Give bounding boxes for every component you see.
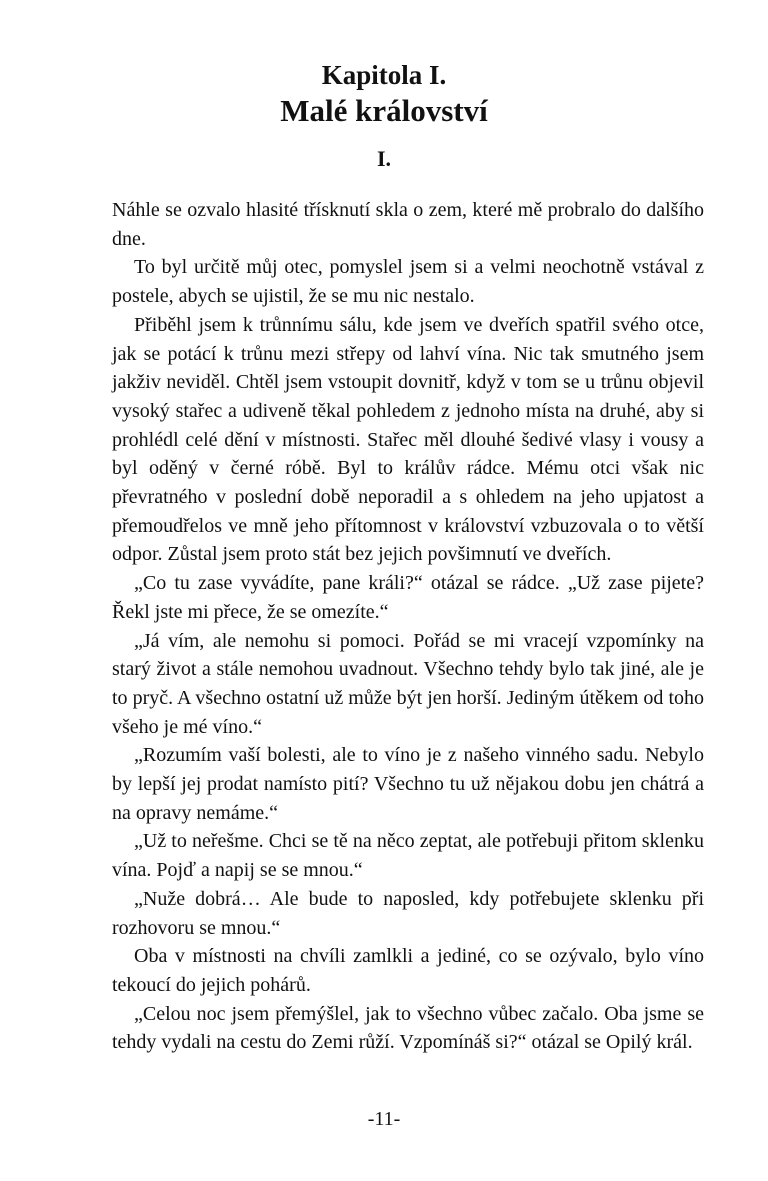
paragraph: „Rozumím vaší bolesti, ale to víno je z našeho vinného sadu. Nebylo by lepší jej prodat namísto pití? Všechno tu už nějakou dobu jen chátrá a na opravy nemáme.“ [112, 744, 704, 824]
paragraph: Přiběhl jsem k trůnnímu sálu, kde jsem ve dveřích spatřil svého otce, jak se potácí k trůnu mezi střepy od lahví vína. Nic tak smutného jsem jakživ neviděl. Chtěl jsem vstoupit dovnitř, když v tom se u trůnu objevil vysoký stařec a udiveně těkal pohledem z jednoho místa na druhé, aby si prohlédl celé dění v místnosti. Stařec měl dlouhé šedivé vlasy i vousy a byl oděný v černé róbě. Byl to králův rádce. Mému otci však nic převratného v poslední době neporadil a s ohledem na jeho upjatost a přemoudřelos ve mně jeho přítomnost v království vzbuzovala o to větší odpor. Zůstal jsem proto stát bez jejich povšimnutí ve dveřích. [112, 313, 704, 566]
paragraph: „Nuže dobrá… Ale bude to naposled, kdy potřebujete sklenku při rozhovoru se mnou.“ [112, 887, 704, 939]
page-number: -11- [367, 1108, 401, 1130]
section-number: I. [376, 146, 392, 171]
paragraph: Oba v místnosti na chvíli zamlkli a jediné, co se ozývalo, bylo víno tekoucí do jejich pohárů. [112, 945, 704, 996]
paragraph: „Co tu zase vyvádíte, pane králi?“ otázal se rádce. „Už zase pijete? Řekl jste mi přece, že se omezíte.“ [112, 572, 704, 623]
paragraph: To byl určitě můj otec, pomyslel jsem si a velmi neochotně vstával z postele, abych se ujistil, že se mu nic nestalo. [112, 256, 704, 308]
paragraph: Náhle se ozvalo hlasité třísknutí skla o zem, které mě probralo do dalšího dne. [112, 199, 704, 250]
chapter-body [112, 196, 704, 1057]
paragraph: „Celou noc jsem přemýšlel, jak to všechno vůbec začalo. Oba jsme se tehdy vydali na cestu do Zemi růží. Vzpomínáš si?“ otázal se Opilý král. [112, 1002, 704, 1054]
chapter-title: Malé království [280, 93, 488, 128]
paragraph: „Už to neřešme. Chci se tě na něco zeptat, ale potřebuji přitom sklenku vína. Pojď a napij se se mnou.“ [112, 830, 704, 882]
chapter-label: Kapitola I. [321, 60, 447, 90]
paragraph: „Já vím, ale nemohu si pomoci. Pořád se mi vracejí vzpomínky na starý život a stále nemohou uvadnout. Všechno tehdy bylo tak jiné, ale je to pryč. A všechno ostatní už může být jen horší. Jediným útěkem od toho všeho je mé víno.“ [112, 629, 704, 738]
